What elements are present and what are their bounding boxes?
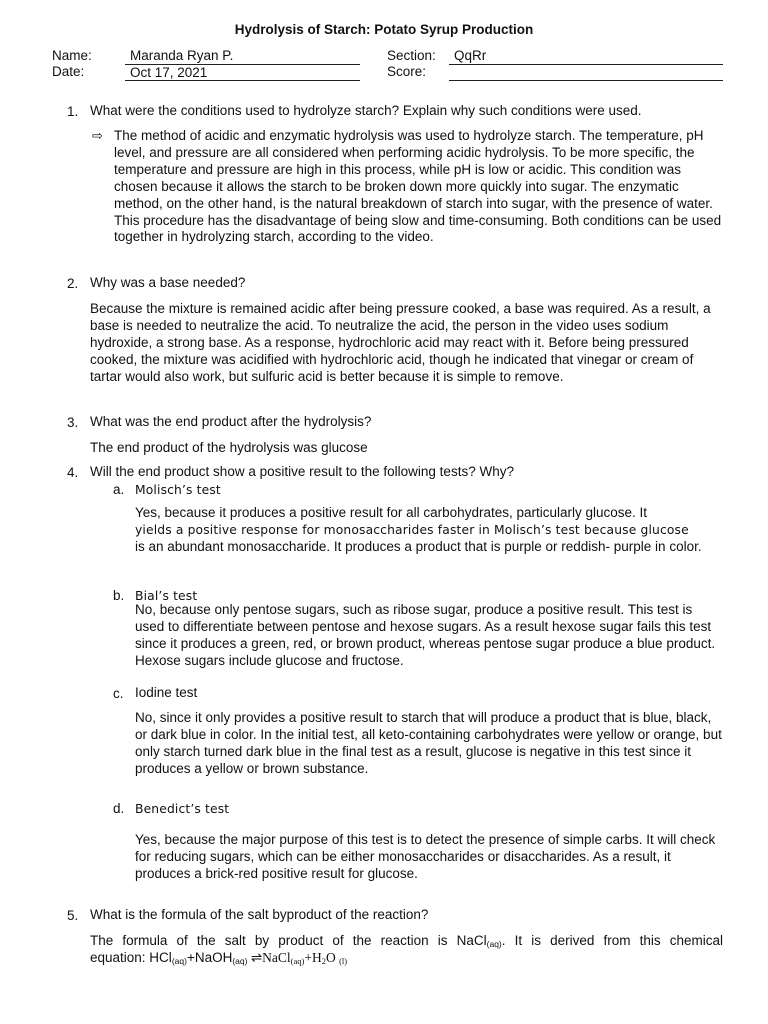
q5-equation [90, 950, 723, 970]
arrow-right-icon: ⇨ [92, 128, 103, 143]
q1-number: 1. [67, 104, 79, 119]
name-field [125, 48, 360, 65]
name-label: Name: [52, 48, 92, 63]
q2-number: 2. [67, 276, 79, 291]
eq-sub-hcl: (aq) [171, 956, 187, 966]
eq-o: O [325, 950, 340, 965]
q2-answer: Because the mixture is remained acidic after being pressure cooked, a base was required. As a result, a base is needed to neutralize the acid. To neutralize the acid, the person in the video uses sodium hydroxide, a strong base. As a response, hydrochloric acid may react with it. Before being pressured cooked, the mixture was acidified with hydrochloric acid, though he indicated that vinegar or cream of tartar would also work, but sulfuric acid is better because it is simple to remove. [90, 301, 711, 384]
q5-answer-sub: (aq) [486, 939, 502, 949]
eq-sub-nacl: (aq) [290, 956, 305, 966]
q4a-title: Molisch’s test [135, 483, 221, 497]
eq-arrow: ⇌ [247, 950, 263, 965]
eq-sub-naoh: (aq) [232, 956, 248, 966]
q4c-title: Iodine test [135, 685, 198, 700]
date-label: Date: [52, 64, 85, 79]
q4a-label: a. [113, 482, 125, 497]
score-label: Score: [387, 64, 427, 79]
q4a-answer-line2: yields a positive response for monosaccharides faster in Molisch’s test because glucose [135, 523, 689, 537]
q4c-label: c. [113, 686, 124, 701]
q4b-answer: No, because only pentose sugars, such as ribose sugar, produce a positive result. This test is used to differentiate between pentose and hexose sugars. As a result hexose sugar fails this test since it produces a green, red, or brown product, whereas pentose sugar produce a blue product. Hexose sugars include glucose and fructose. [135, 602, 716, 668]
q1-question: What were the conditions used to hydrolyze starch? Explain why such conditions were used. [90, 103, 642, 118]
eq-naoh: +NaOH [186, 950, 233, 965]
q3-number: 3. [67, 415, 79, 430]
date-value: Oct 17, 2021 [130, 65, 208, 80]
document-title: Hydrolysis of Starch: Potato Syrup Production [234, 22, 534, 37]
q4c-answer: No, since it only provides a positive result to starch that will produce a product that is blue, black, or dark blue in color. In the initial test, all keto-containing carbohydrates were yellow or orange, but only starch turned dark blue in the final test as a result, glucose is negative in this test since it produces a yellow or brown substance. [135, 710, 722, 776]
name-value: Maranda Ryan P. [130, 48, 234, 63]
q4d-answer: Yes, because the major purpose of this test is to detect the presence of simple carbs. It will check for reducing sugars, which can be either monosaccharides or disaccharides. As a result, it produces a brick-red positive result for glucose. [135, 832, 716, 881]
eq-sub-water: (l) [339, 956, 348, 966]
section-label: Section: [387, 48, 436, 63]
q5-answer-end: . It is derived from this chemical [501, 933, 723, 948]
q4d-label: d. [113, 801, 125, 816]
q2-question: Why was a base needed? [90, 275, 246, 290]
q4d-title: Benedict’s test [135, 802, 230, 816]
eq-nacl: NaCl [262, 950, 291, 965]
q4a-answer-line1: Yes, because it produces a positive result for all carbohydrates, particularly glucose. It [135, 505, 648, 520]
q1-answer: The method of acidic and enzymatic hydrolysis was used to hydrolyze starch. The temperature, pH level, and pressure are all considered when performing acidic hydrolysis. To be more specific, the temperature and pressure are high in this process, while pH is low or acidic. This condition was chosen because it allows the starch to be broken down more quickly into sugar. The enzymatic method, on the other hand, is the natural breakdown of starch into sugar, with the presence of water. This procedure has the disadvantage of being slow and time-consuming. Both conditions can be used together in hydrolyzing starch, according to the video. [114, 128, 722, 245]
q5-number: 5. [67, 908, 79, 923]
q5-question: What is the formula of the salt byproduct of the reaction? [90, 907, 429, 922]
date-field [125, 64, 360, 81]
section-field [449, 48, 723, 65]
q4-question: Will the end product show a positive result to the following tests? Why? [90, 464, 514, 479]
eq-prefix: equation: HCl [90, 950, 172, 965]
section-value: QqRr [454, 48, 487, 63]
q4b-title: Bial’s test [135, 589, 198, 603]
q3-question: What was the end product after the hydrolysis? [90, 414, 372, 429]
score-field [449, 64, 723, 81]
q5-answer-text: The formula of the salt by product of the reaction is NaCl [90, 933, 487, 948]
q4-number: 4. [67, 465, 79, 480]
eq-h: +H [304, 950, 322, 965]
q4a-answer-rest: is an abundant monosaccharide. It produces a product that is purple or reddish- purple in color. [135, 539, 702, 554]
q3-answer: The end product of the hydrolysis was glucose [90, 440, 368, 455]
q4b-label: b. [113, 588, 125, 603]
eq-two: 2 [321, 956, 326, 966]
